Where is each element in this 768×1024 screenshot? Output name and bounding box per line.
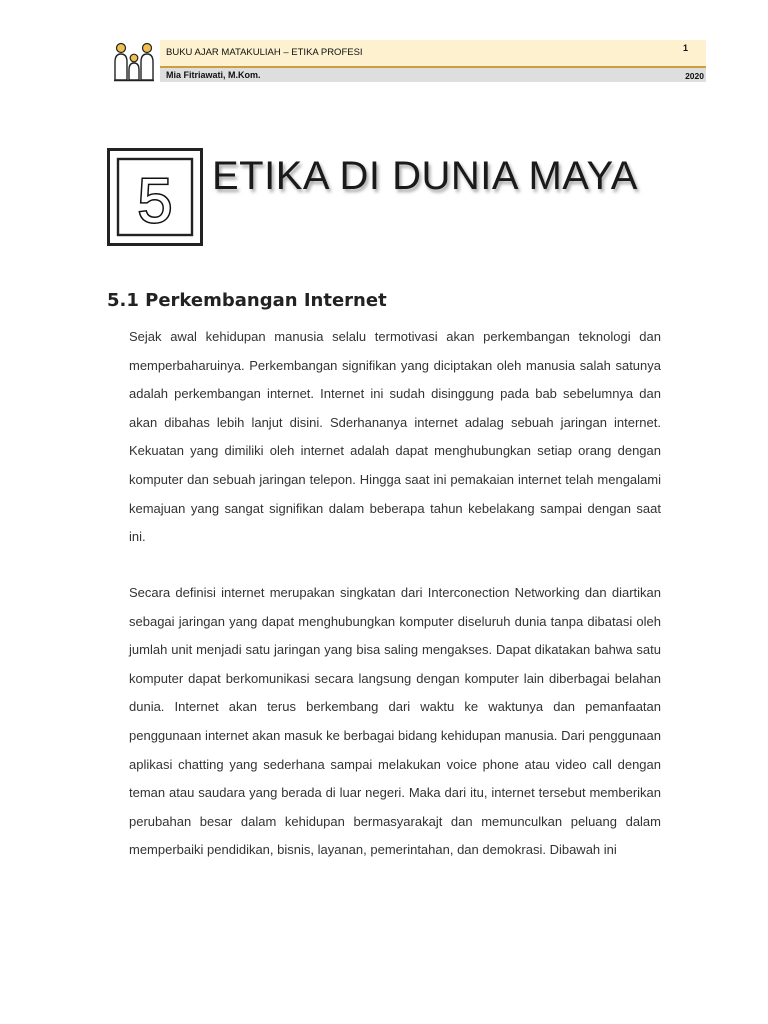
paragraph: Secara definisi internet merupakan singkatan dari Interconection Networking dan diartikan sebagai jaringan yang dapat menghubungkan komputer diseluruh dunia tanpa dibatasi oleh jumlah unit menjadi satu jaringan yang bisa saling mengakses. Dapat dikatakan bahwa satu komputer dapat berkomunikasi secara langsung dengan komputer lain diberbagai belahan dunia. Internet akan terus berkembang dari waktu ke waktunya dan pemanfaatan penggunaan internet akan masuk ke berbagai bidang kehidupan manusia. Dari penggunaan aplikasi chatting yang sederhana sampai melakukan voice phone atau video call dengan teman atau saudara yang berada di luar negeri. Maka dari itu, internet tersebut memberikan perubahan besar dalam kehidupan bermasyarakajt dan memunculkan peluang dalam memperbaiki pendidikan, bisnis, layanan, pemerintahan, dan demokrasi. Dibawah ini xyxy=(129,585,661,858)
author-name: Mia Fitriawati, M.Kom. xyxy=(166,70,261,80)
chapter-number: 5 xyxy=(137,167,173,236)
book-title: BUKU AJAR MATAKULIAH – ETIKA PROFESI xyxy=(166,47,363,58)
family-figures-icon xyxy=(112,40,156,82)
publication-year: 2020 xyxy=(685,71,704,81)
page-number: 1 xyxy=(682,43,688,53)
chapter-title: ETIKA DI DUNIA MAYA xyxy=(212,154,638,198)
section-heading: 5.1 Perkembangan Internet xyxy=(107,290,387,311)
paragraph: Sejak awal kehidupan manusia selalu termotivasi akan perkembangan teknologi dan memperbaharuinya. Perkembangan signifikan yang diciptakan oleh manusia salah satunya adalah perkembangan internet. Internet ini sudah disinggung pada bab sebelumnya dan akan dibahas lebih lanjut disini. Sderhananya internet adalag sebuah jaringan internet. Kekuatan yang dimiliki oleh internet adalah dapat menghubungkan setiap orang dengan komputer dan sebuah jaringan telepon. Hingga saat ini pemakaian internet telah mengalami kemajuan yang sangat signifikan dalam beberapa tahun kebelakang sampai dengan saat ini. xyxy=(129,329,661,545)
chapter-number-badge xyxy=(107,148,203,246)
